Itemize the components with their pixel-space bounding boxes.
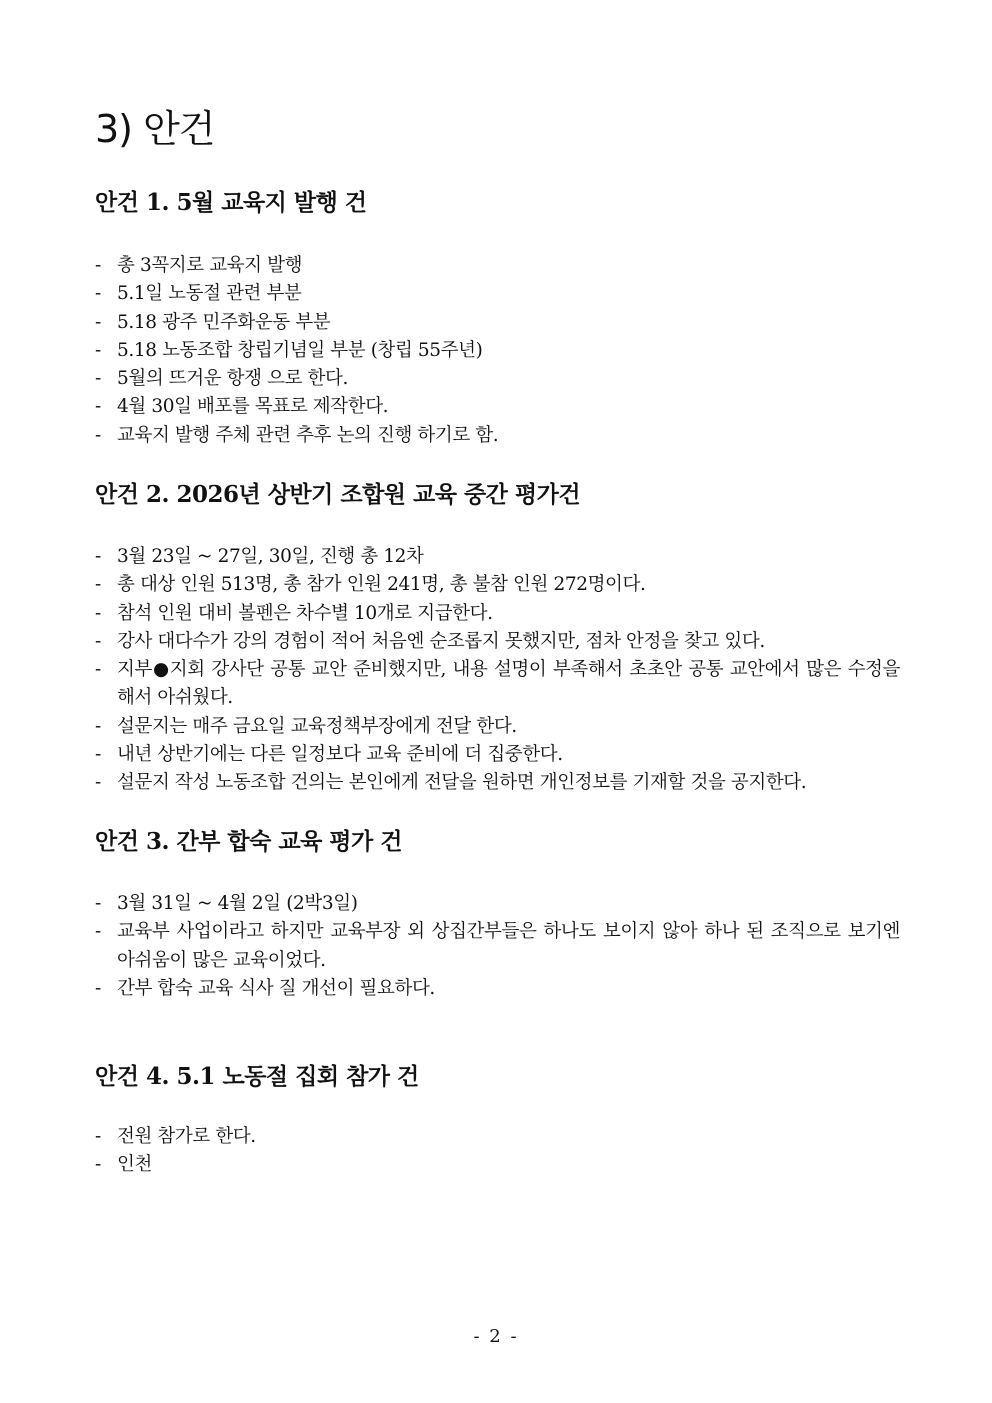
list-item: - 총 3꼭지로 교육지 발행 (95, 252, 900, 280)
item-list (95, 252, 900, 450)
list-item: - 참석 인원 대비 볼펜은 차수별 10개로 지급한다. (95, 600, 900, 628)
page-title: 3) 안건 (95, 107, 215, 151)
bullet-dash: - (95, 368, 101, 390)
list-item: - 5.1일 노동절 관련 부분 (95, 280, 900, 308)
bullet-dash: - (95, 772, 101, 794)
list-item: - 교육지 발행 주체 관련 추후 논의 진행 하기로 함. (95, 422, 900, 450)
list-item: - 5.18 노동조합 창립기념일 부분 (창립 55주년) (95, 337, 900, 365)
list-item: - 설문지 작성 노동조합 건의는 본인에게 전달을 원하면 개인정보를 기재할 것을 공지한다. (95, 769, 900, 797)
bullet-dash: - (95, 630, 101, 652)
bullet-dash: - (95, 574, 101, 596)
bullet-dash: - (95, 339, 101, 361)
bullet-dash: - (95, 602, 101, 624)
bullet-dash: - (95, 1126, 101, 1147)
bullet-dash: - (95, 546, 101, 567)
list-item: - 5.18 광주 민주화운동 부분 (95, 309, 900, 337)
bullet-dash: - (95, 659, 101, 681)
list-item: - 전원 참가로 한다. (95, 1123, 900, 1151)
item-list (95, 1123, 900, 1180)
list-item: - 강사 대다수가 강의 경험이 적어 처음엔 순조롭지 못했지만, 점차 안정을 찾고 있다. (95, 628, 900, 656)
list-item: - 4월 30일 배포를 목표로 제작한다. (95, 393, 900, 421)
bullet-dash: - (95, 744, 101, 766)
bullet-dash: - (95, 977, 101, 999)
agenda-section-1 (95, 188, 900, 446)
bullet-dash: - (95, 396, 101, 418)
list-item: - 내년 상반기에는 다른 일정보다 교육 준비에 더 집중한다. (95, 741, 900, 769)
bullet-dash: - (95, 424, 101, 446)
bullet-dash: - (95, 255, 101, 276)
bullet-dash: - (95, 1154, 101, 1176)
list-item: - 총 대상 인원 513명, 총 참가 인원 241명, 총 불참 인원 272명이다. (95, 571, 900, 599)
list-item: - 5월의 뜨거운 항쟁 으로 한다. (95, 365, 900, 393)
page-number: - 2 - (473, 1326, 519, 1347)
agenda-section-3 (95, 827, 900, 999)
agenda-section-2 (95, 480, 900, 794)
bullet-dash: - (95, 715, 101, 737)
bullet-dash: - (95, 921, 101, 943)
list-item: - 인천 (95, 1151, 900, 1179)
list-item: - 지부●지회 강사단 공통 교안 준비했지만, 내용 설명이 부족해서 초초안 공통 교안에서 많은 수정을 해서 아쉬웠다. (95, 656, 900, 713)
bullet-dash: - (95, 311, 101, 333)
section-heading: 안건 1. 5월 교육지 발행 건 (95, 189, 367, 216)
section-heading: 안건 2. 2026년 상반기 조합원 교육 중간 평가건 (95, 481, 581, 508)
bullet-dash: - (95, 283, 101, 305)
section-heading: 안건 3. 간부 합숙 교육 평가 건 (95, 828, 402, 855)
bullet-dash: - (95, 893, 101, 914)
list-item: - 3월 23일 ~ 27일, 30일, 진행 총 12차 (95, 543, 900, 571)
list-item: - 설문지는 매주 금요일 교육정책부장에게 전달 한다. (95, 713, 900, 741)
item-list (95, 890, 900, 1003)
list-item: - 교육부 사업이라고 하지만 교육부장 외 상집간부들은 하나도 보이지 않아 하나 된 조직으로 보기엔 아쉬움이 많은 교육이었다. (95, 918, 900, 975)
list-item: - 간부 합숙 교육 식사 질 개선이 필요하다. (95, 975, 900, 1003)
section-heading: 안건 4. 5.1 노동절 집회 참가 건 (95, 1063, 419, 1090)
list-item: - 3월 31일 ~ 4월 2일 (2박3일) (95, 890, 900, 918)
item-list (95, 543, 900, 798)
agenda-section-4 (95, 1062, 900, 1176)
